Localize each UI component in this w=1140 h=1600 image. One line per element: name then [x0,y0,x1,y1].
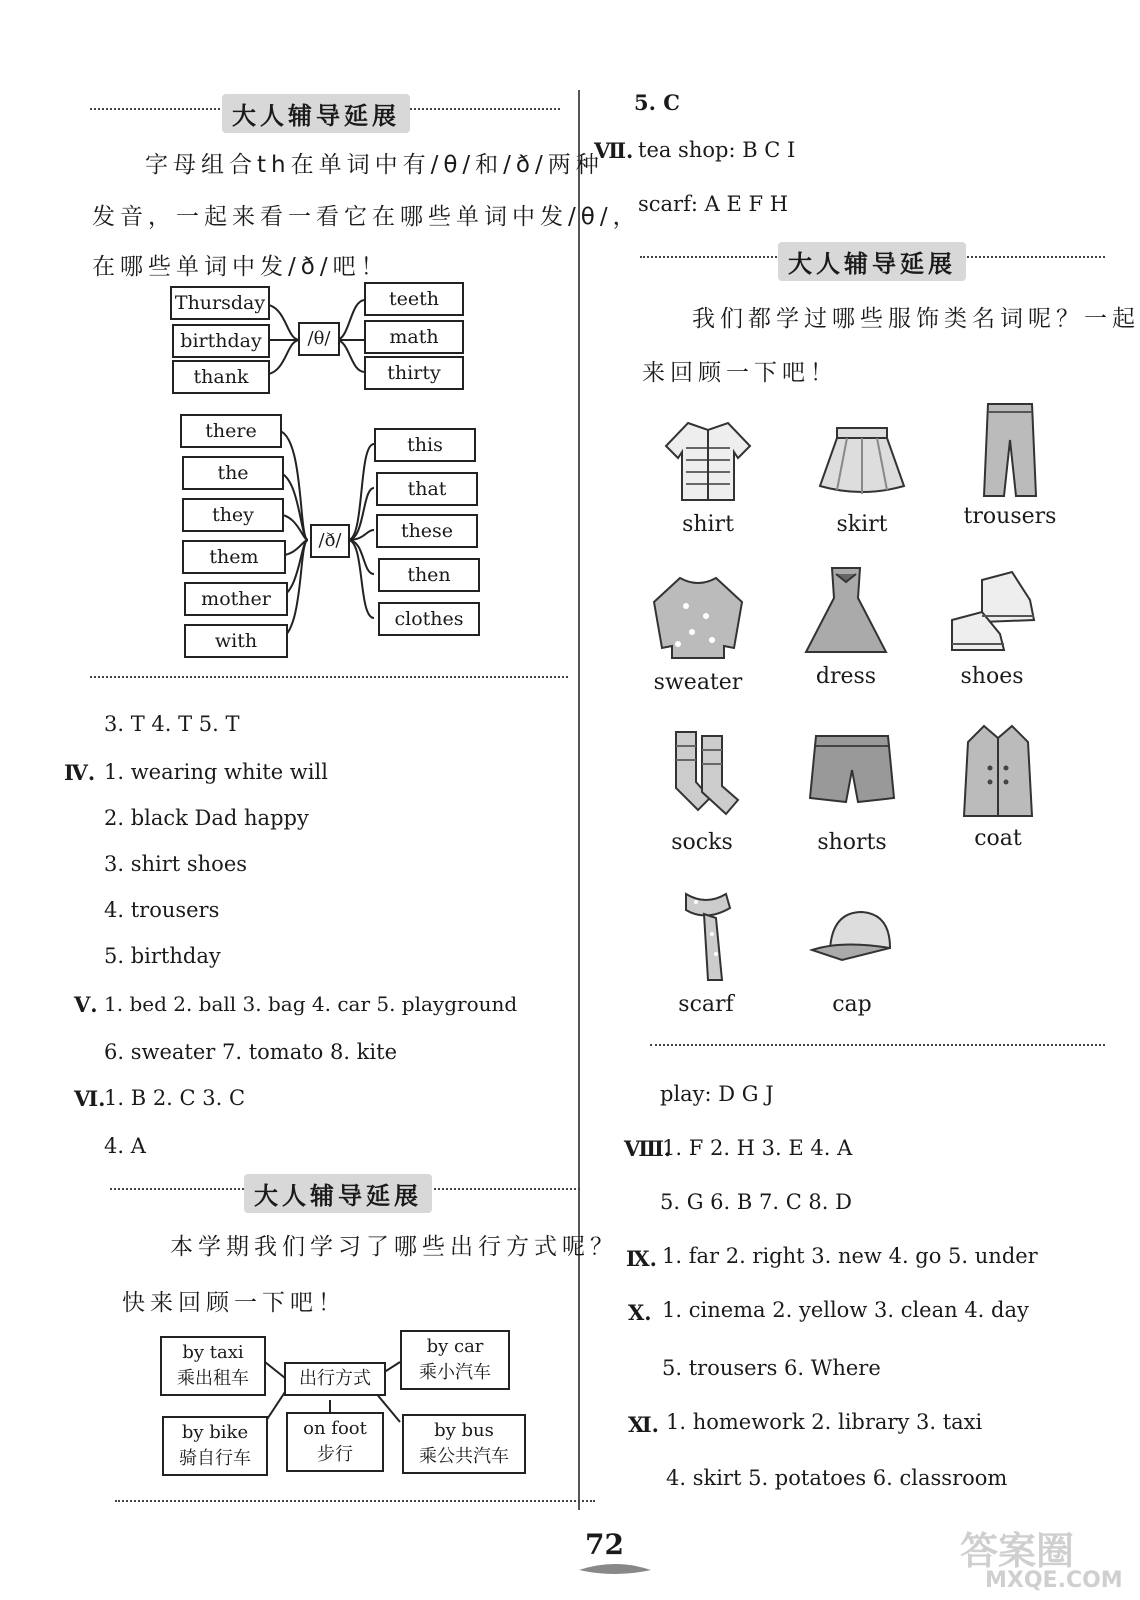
travel-mode-en: by bus [434,1420,494,1441]
theta-word: math [364,320,464,354]
travel-mode-zh: 乘小汽车 [419,1362,491,1383]
answer-line: 3. T 4. T 5. T [104,712,240,736]
answer-line: 2. black Dad happy [104,806,309,830]
coat-icon [948,722,1048,822]
dotted-rule [115,1500,595,1502]
eth-word: there [180,414,282,448]
eth-word: mother [184,582,288,616]
eth-word: them [182,540,286,574]
dress-icon [796,560,896,660]
section-number: Ⅵ. [74,1086,106,1111]
answer-line: play: D G J [660,1082,774,1106]
sweater-icon [648,566,748,666]
travel-center: 出行方式 [284,1362,386,1396]
travel-mode-zh: 骑自行车 [179,1448,251,1469]
section-number: Ⅸ. [626,1246,657,1271]
clothing-item-skirt [782,408,942,537]
travel-intro-line: 快来回顾一下吧！ [122,1290,346,1316]
clothing-item-shoes [912,560,1072,689]
column-divider [578,90,580,1510]
theta-word: Thursday [170,286,270,320]
travel-mode [286,1412,384,1472]
clothes-intro-line: 我们都学过哪些服饰类名词呢？一起 [692,306,1140,332]
section-number: Ⅳ. [64,760,96,785]
clothes-intro-line: 来回顾一下吧！ [642,360,838,386]
section-banner: 大人辅导延展 [778,242,966,281]
section-number: Ⅹ. [628,1300,652,1325]
th-intro-line: 在哪些单词中发/ð/吧！ [92,254,389,280]
clothing-label: dress [815,664,877,689]
travel-mode-zh: 乘出租车 [177,1368,249,1389]
eth-word: then [378,558,480,592]
answer-line: 5. C [634,90,680,115]
socks-icon [652,726,752,826]
travel-mode-en: by taxi [182,1342,244,1363]
section-banner: 大人辅导延展 [222,94,410,133]
theta-word: birthday [172,324,270,358]
answer-line: 1. B 2. C 3. C [104,1086,246,1110]
clothing-label: sweater [653,670,743,695]
clothing-item-sweater [618,566,778,695]
travel-mode-zh: 步行 [317,1444,353,1465]
section-banner: 大人辅导延展 [244,1174,432,1213]
page-number-swoosh [575,1560,655,1580]
answer-line: 6. sweater 7. tomato 8. kite [104,1040,397,1064]
clothing-item-socks [622,726,782,855]
section-number: Ⅴ. [74,992,98,1017]
travel-mode [400,1330,510,1390]
travel-mode-en: by bike [181,1422,249,1443]
cap-icon [802,888,902,988]
eth-word: clothes [378,602,480,636]
eth-word: they [182,498,284,532]
eth-word: that [376,472,478,506]
eth-word: the [182,456,284,490]
page-number: 72 [585,1528,624,1561]
answer-line: 4. skirt 5. potatoes 6. classroom [666,1466,1008,1490]
answer-line: 1. F 2. H 3. E 4. A [662,1136,853,1160]
travel-mode [160,1336,266,1396]
section-number: Ⅶ. [594,138,634,163]
scarf-icon [656,888,756,988]
clothing-item-trousers [930,400,1090,529]
eth-symbol: /ð/ [310,524,350,558]
watermark-logo: 答案圈 [960,1529,1075,1573]
answer-line: 5. G 6. B 7. C 8. D [660,1190,852,1214]
clothing-item-shorts [772,726,932,855]
theta-symbol: /θ/ [298,322,340,356]
skirt-icon [812,408,912,508]
travel-mode [402,1414,526,1474]
clothing-label: cap [832,992,872,1017]
clothing-label: socks [671,830,733,855]
clothing-item-coat [918,722,1078,851]
theta-word: thirty [364,356,464,390]
clothing-label: shorts [817,830,887,855]
answer-line: 1. far 2. right 3. new 4. go 5. under [662,1244,1038,1268]
answer-line: 1. homework 2. library 3. taxi [666,1410,983,1434]
th-intro-line: 发音，一起来看一看它在哪些单词中发/θ/， [92,204,641,230]
theta-word: teeth [364,282,464,316]
clothing-label: shirt [682,512,734,537]
dotted-rule [90,676,568,678]
clothing-label: shoes [960,664,1024,689]
th-intro-line: 字母组合th在单词中有/θ/和/ð/两种 [145,152,604,178]
travel-mode-en: by car [426,1336,484,1357]
dotted-rule [650,1044,1105,1046]
clothing-item-cap [772,888,932,1017]
theta-word: thank [172,360,270,394]
clothing-label: skirt [836,512,888,537]
answer-line: tea shop: B C I [638,138,796,162]
answer-line: 3. shirt shoes [104,852,248,876]
travel-intro-line: 本学期我们学习了哪些出行方式呢？ [170,1234,618,1260]
shoes-icon [942,560,1042,660]
eth-word: this [374,428,476,462]
shorts-icon [802,726,902,826]
answer-line: 1. bed 2. ball 3. bag 4. car 5. playground [104,992,518,1016]
clothing-label: scarf [678,992,734,1017]
clothing-item-shirt [628,408,788,537]
clothing-item-scarf [626,888,786,1017]
clothing-item-dress [766,560,926,689]
answer-line: 5. birthday [104,944,221,968]
answer-line: 4. trousers [104,898,220,922]
watermark-url: MXQE.COM [985,1568,1123,1593]
travel-mode-en: on foot [303,1418,367,1439]
answer-line: scarf: A E F H [638,192,789,216]
eth-word: with [184,624,288,658]
travel-mode [162,1416,268,1476]
eth-word: these [376,514,478,548]
section-number: Ⅷ. [624,1136,672,1161]
clothing-label: trousers [963,504,1057,529]
answer-line: 4. A [104,1134,146,1158]
travel-mode-zh: 乘公共汽车 [419,1446,509,1467]
answer-line: 1. wearing white will [104,760,328,784]
answer-line: 1. cinema 2. yellow 3. clean 4. day [662,1298,1029,1322]
shirt-icon [658,408,758,508]
clothing-label: coat [974,826,1022,851]
trousers-icon [960,400,1060,500]
answer-line: 5. trousers 6. Where [662,1356,881,1380]
section-number: Ⅺ. [628,1412,659,1437]
